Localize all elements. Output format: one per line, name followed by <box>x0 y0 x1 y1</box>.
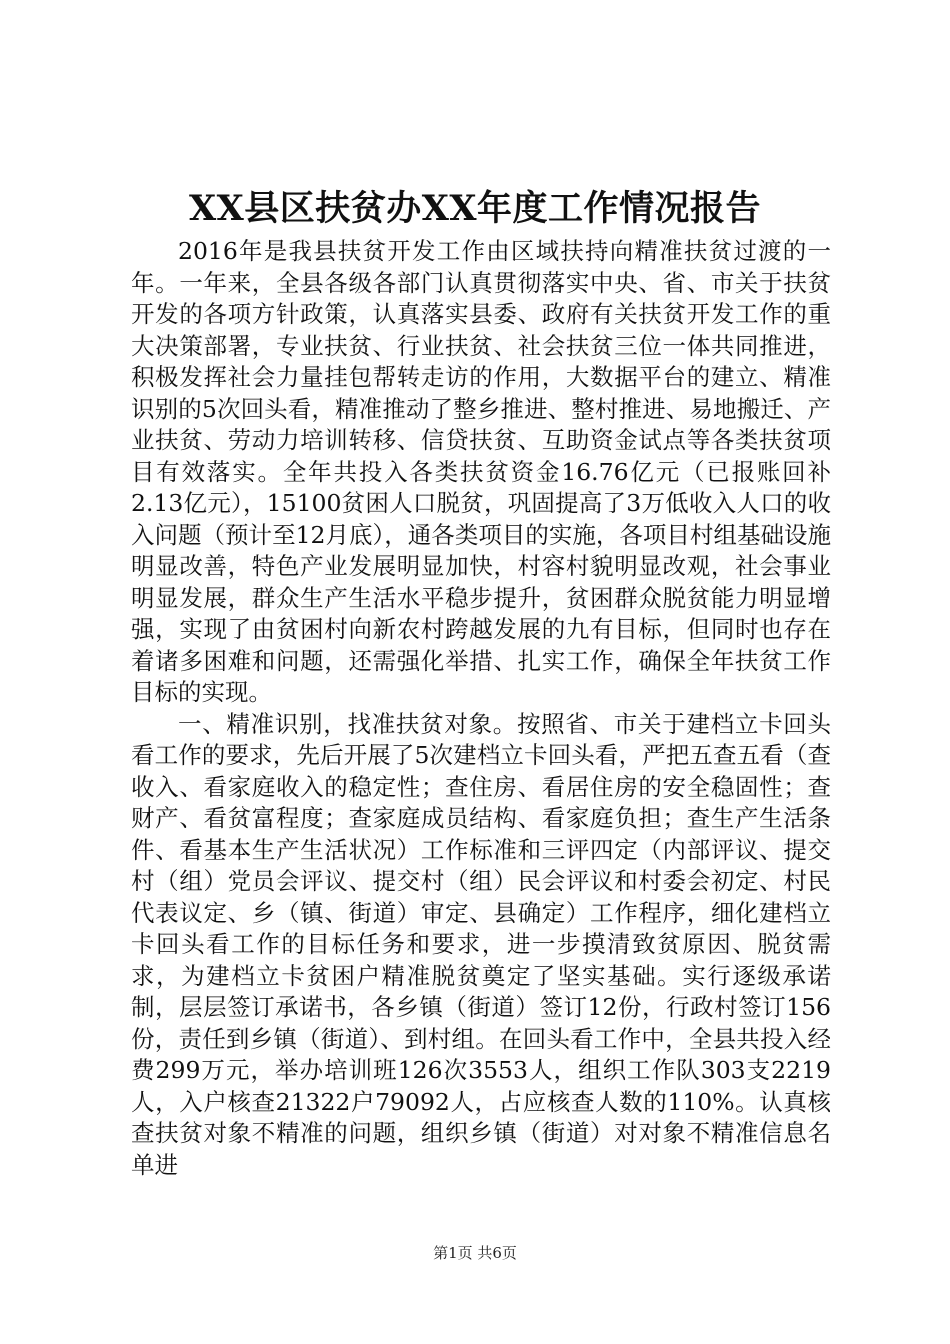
body-paragraph-intro: 2016年是我县扶贫开发工作由区域扶持向精准扶贫过渡的一年。一年来，全县各级各部门认真贯彻落实中央、省、市关于扶贫开发的各项方针政策，认真落实县委、政府有关扶贫开发工作的重大决策部署，专业扶贫、行业扶贫、社会扶贫三位一体共同推进，积极发挥社会力量挂包帮转走访的作用，大数据平台的建立、精准识别的5次回头看，精准推动了整乡推进、整村推进、易地搬迁、产业扶贫、劳动力培训转移、信贷扶贫、互助资金试点等各类扶贫项目有效落实。全年共投入各类扶贫资金16.76亿元（已报账回补2.13亿元），15100贫困人口脱贫，巩固提高了3万低收入人口的收入问题（预计至12月底），通各类项目的实施，各项目村组基础设施明显改善，特色产业发展明显加快，村容村貌明显改观，社会事业明显发展，群众生产生活水平稳步提升，贫困群众脱贫能力明显增强，实现了由贫困村向新农村跨越发展的九有目标，但同时也存在着诸多困难和问题，还需强化举措、扎实工作，确保全年扶贫工作目标的实现。 <box>131 237 831 706</box>
document-title: XX县区扶贫办XX年度工作情况报告 <box>188 188 762 229</box>
document-body <box>131 236 831 1181</box>
page-number: 第1页 共6页 <box>433 1244 517 1262</box>
page-footer <box>0 1243 950 1263</box>
body-paragraph-section-1: 一、精准识别，找准扶贫对象。按照省、市关于建档立卡回头看工作的要求，先后开展了5次建档立卡回头看，严把五查五看（查收入、看家庭收入的稳定性；查住房、看居住房的安全稳固性；查财产、看贫富程度；查家庭成员结构、看家庭负担；查生产生活条件、看基本生产生活状况）工作标准和三评四定（内部评议、提交村（组）党员会评议、提交村（组）民会评议和村委会初定、村民代表议定、乡（镇、街道）审定、县确定）工作程序，细化建档立卡回头看工作的目标任务和要求，进一步摸清致贫原因、脱贫需求，为建档立卡贫困户精准脱贫奠定了坚实基础。实行逐级承诺制，层层签订承诺书，各乡镇（街道）签订12份，行政村签订156份，责任到乡镇（街道）、到村组。在回头看工作中，全县共投入经费299万元，举办培训班126次3553人，组织工作队303支2219人，入户核查21322户79092人，占应核查人数的110%。认真核查扶贫对象不精准的问题，组织乡镇（街道）对对象不精准信息名单进 <box>131 709 831 1179</box>
